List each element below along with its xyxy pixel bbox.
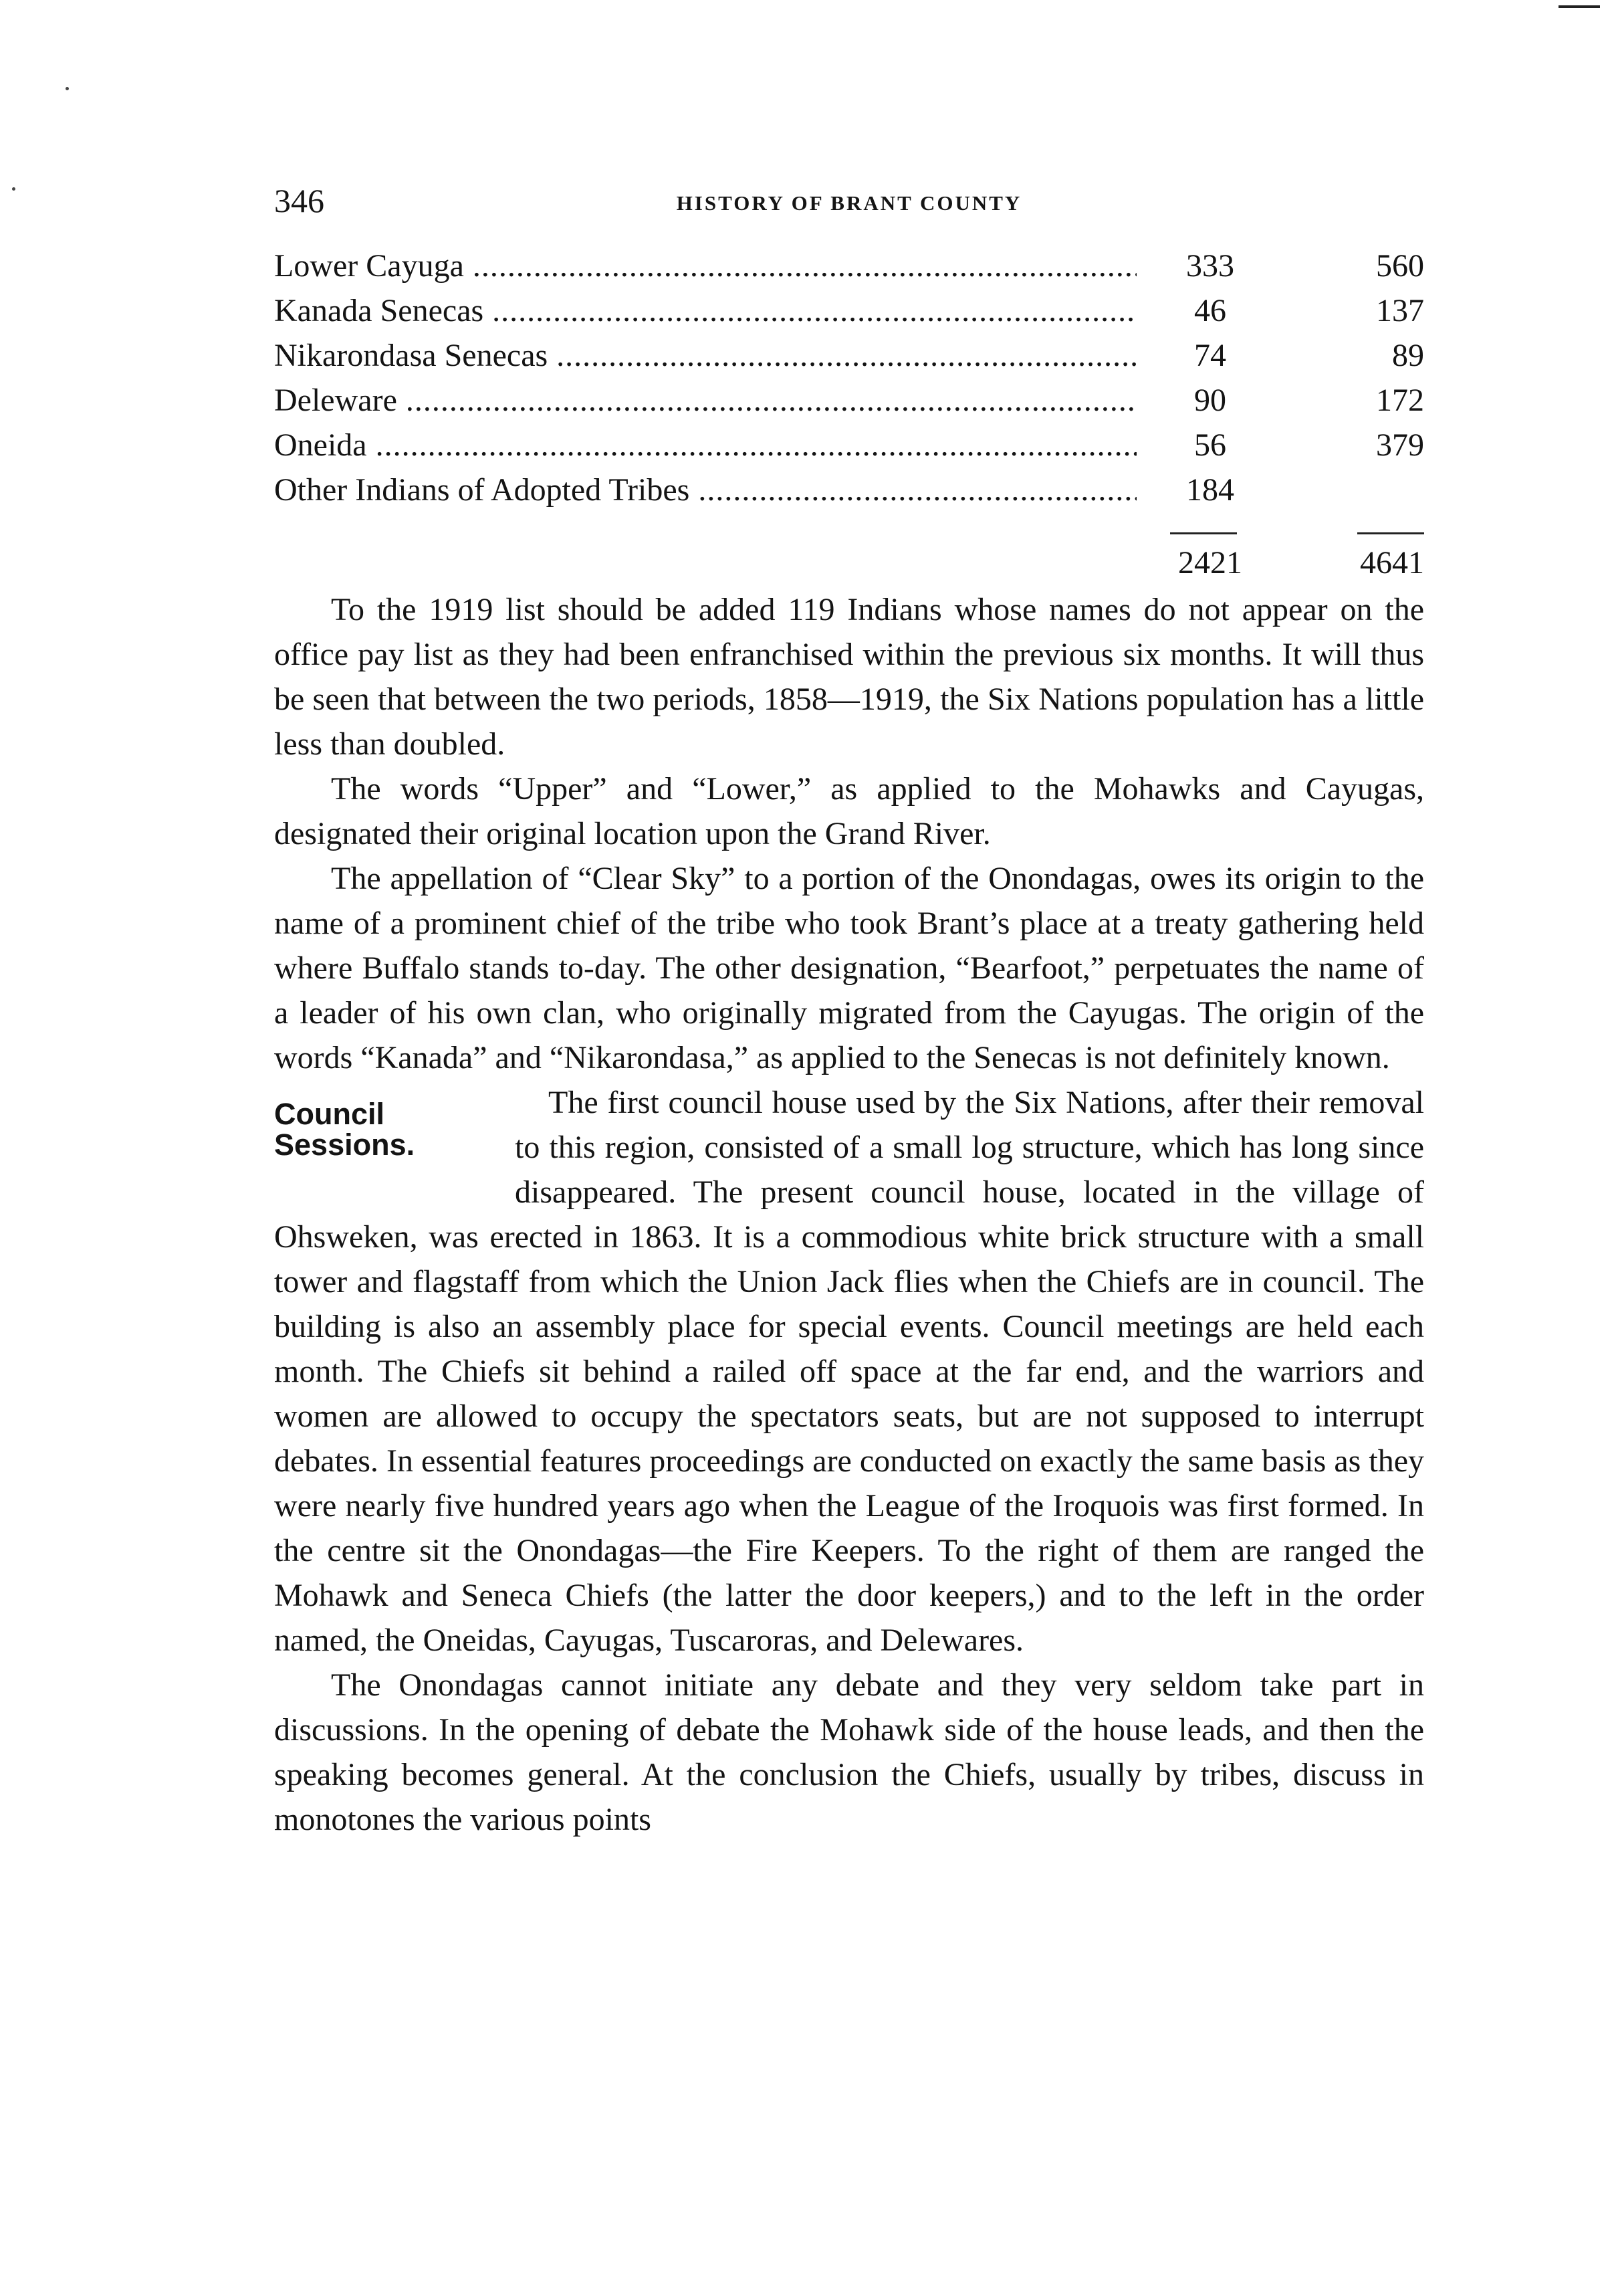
margin-heading (274, 1099, 515, 1199)
tribe-name: Nikarondasa Senecas ..... (274, 333, 1137, 378)
tribe-name: Oneida ..... (274, 423, 1137, 467)
population-1858: 90 (1194, 383, 1226, 418)
total-1919: 4641 (1360, 545, 1424, 581)
tribe-name: Deleware ..... (274, 378, 1137, 423)
scan-speck (12, 187, 15, 191)
scan-speck (66, 87, 69, 90)
margin-heading-line: Sessions. (274, 1128, 415, 1162)
paragraph: The Onondagas cannot initiate any debate and they very seldom take part in discussions. In the opening of debate the Mohawk side of the house leads, and then the speaking becomes general. At the conclusion the Chiefs, usually by tribes, discuss in monotones the various points (274, 1667, 1424, 1837)
margin-heading-line: Council (274, 1097, 384, 1131)
population-1919: 172 (1376, 383, 1424, 418)
table-row (274, 333, 1424, 378)
tribe-name: Other Indians of Adopted Tribes ..... (274, 467, 1137, 512)
population-1919: 560 (1376, 248, 1424, 284)
population-1858: 74 (1194, 338, 1226, 373)
sum-rule (1357, 532, 1424, 534)
table-row (274, 288, 1424, 333)
page-number: 346 (274, 182, 324, 219)
tribe-name: Lower Cayuga ..... (274, 243, 1137, 288)
total-1858: 2421 (1178, 545, 1242, 581)
paragraph: The appellation of “Clear Sky” to a portion of the Onondagas, owes its origin to the name of a prominent chief of the tribe who took Brant’s place at a treaty gathering held where Buffalo stands to-day. The other designation, “Bearfoot,” perpetuates the name of a leader of his own clan, who originally migrated from the Cayugas. The origin of the words “Kanada” and “Nikarondasa,” as applied to the Senecas is not definitely known. (274, 861, 1424, 1075)
book-page (274, 181, 1424, 1842)
council-sessions-section (274, 1080, 1424, 1663)
tribe-name: Kanada Senecas ..... (274, 288, 1137, 333)
population-1919: 89 (1392, 338, 1424, 373)
corner-scan-mark (1559, 5, 1600, 8)
population-1858: 56 (1194, 427, 1226, 463)
table-row (274, 243, 1424, 288)
population-1858: 184 (1186, 472, 1234, 508)
population-1858: 46 (1194, 293, 1226, 328)
totals-row (274, 539, 1424, 587)
paragraph: The first council house used by the Six Nations, after their removal to this region, consisted of a small log structure, which has long since disappeared. The present council house, located in the village of Ohsweken, was erected in 1863. It is a commodious white brick structure with a small tower and flagstaff from which the Union Jack flies when the Chiefs are in council. The building is also an assembly place for special events. Council meetings are held each month. The Chiefs sit behind a railed off space at the far end, and the warriors and women are allowed to occupy the spectators seats, but are not supposed to interrupt debates. In essential features proceedings are conducted on exactly the same basis as they were nearly five hundred years ago when the League of the Iroquois was first formed. In the centre sit the Onondagas—the Fire Keepers. To the right of them are ranged the Mohawk and Seneca Chiefs (the latter the door keepers,) and to the left in the order named, the Oneidas, Cayugas, Tuscaroras, and Delewares. (274, 1085, 1424, 1658)
paragraph: To the 1919 list should be added 119 Indians whose names do not appear on the office pay list as they had been enfranchised within the previous six months. It will thus be seen that between the two periods, 1858—1919, the Six Nations population has a little less than doubled. (274, 592, 1424, 762)
sum-rules (274, 512, 1424, 539)
population-1919: 379 (1376, 427, 1424, 463)
running-title: HISTORY OF BRANT COUNTY (676, 191, 1022, 215)
population-1919: 137 (1376, 293, 1424, 328)
running-head (274, 181, 1424, 234)
table-row (274, 467, 1424, 512)
table-row (274, 378, 1424, 423)
population-table (274, 243, 1424, 587)
population-1858: 333 (1186, 248, 1234, 284)
sum-rule (1170, 532, 1237, 534)
table-row (274, 423, 1424, 467)
paragraph: The words “Upper” and “Lower,” as applied to the Mohawks and Cayugas, designated their original location upon the Grand River. (274, 771, 1424, 851)
